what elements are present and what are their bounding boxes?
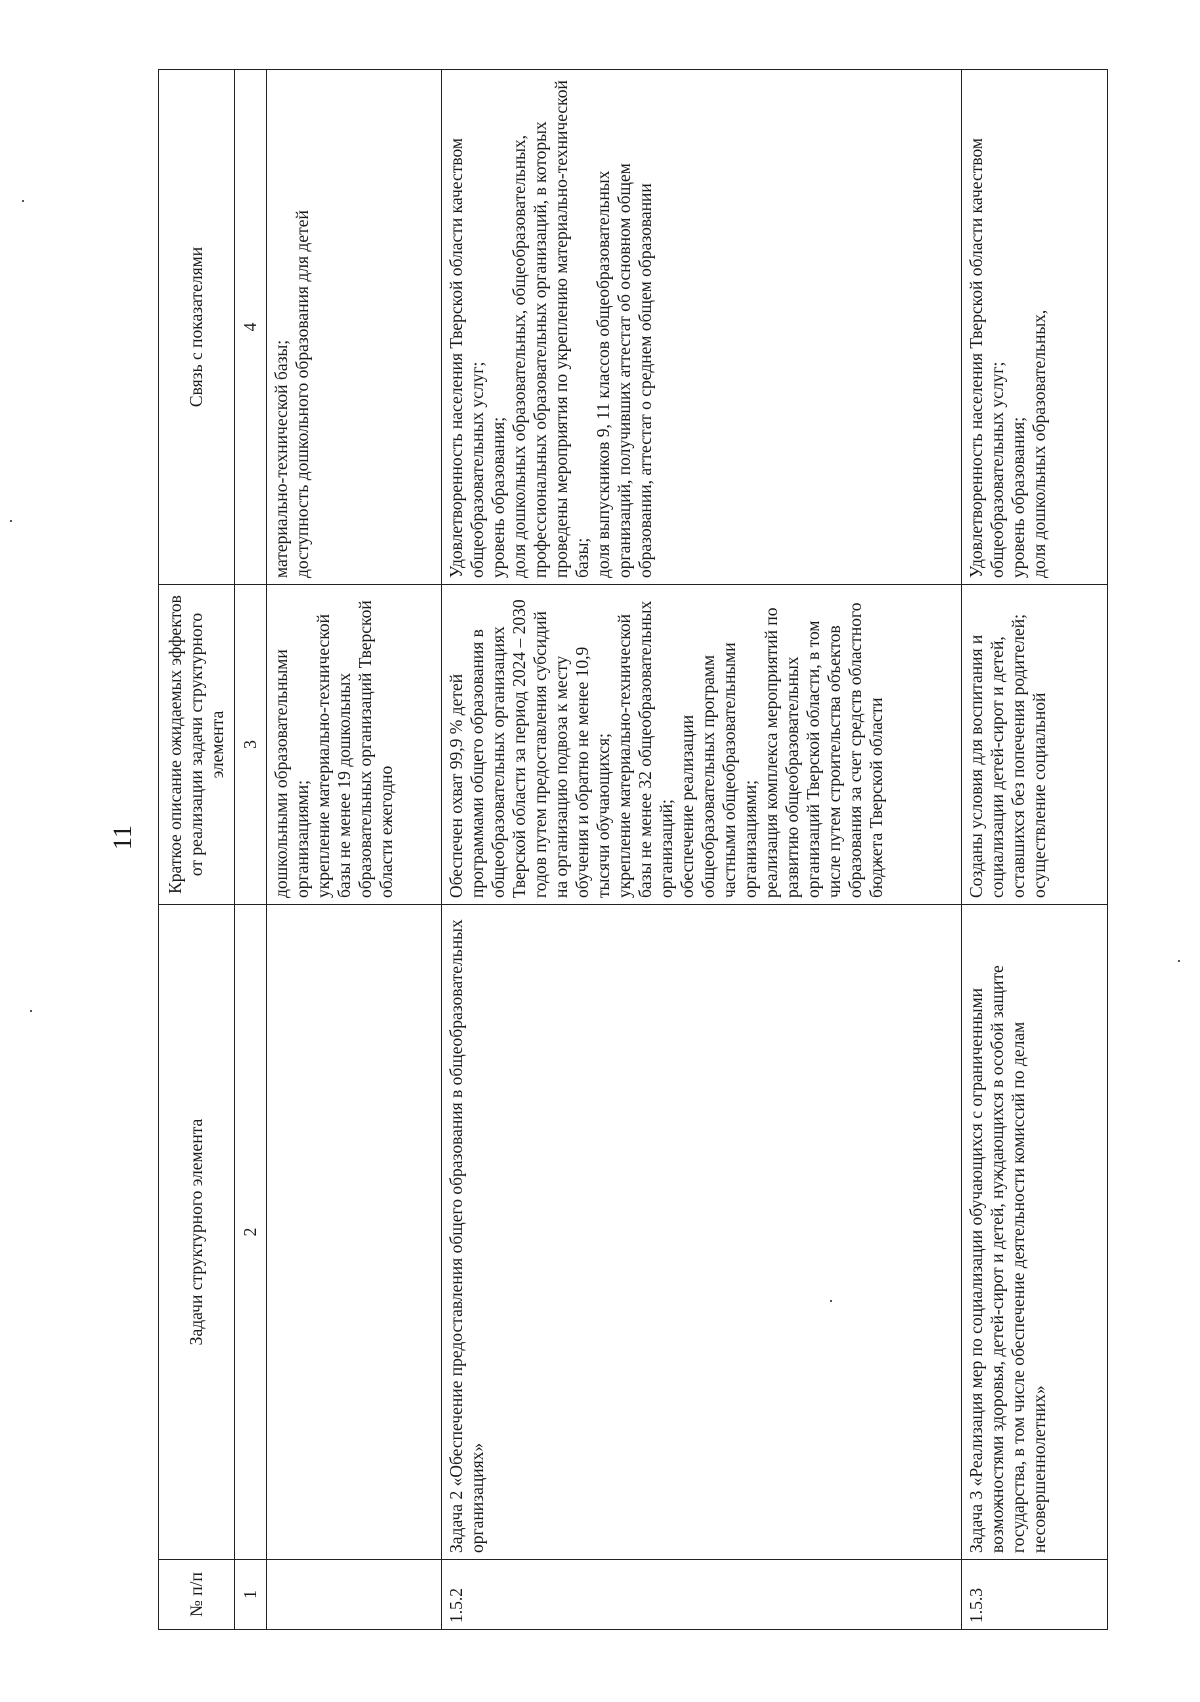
- rotated-table-container: [158, 70, 1108, 1630]
- scan-speck: [22, 200, 24, 202]
- structural-element-table: [158, 69, 1108, 1630]
- row-number: 1.5.3: [962, 1560, 1108, 1630]
- row-effects: Обеспечен охват 99,9 % детей программами общего образования в общеобразовательных организациях Тверской области за период 2024 – 2030 годов путем предоставления субсидий на организацию подвоза к месту обучения и обратно не менее 10,9 тысячи обучающихся; укрепление материально-технической базы не менее 32 общеобразовательных организаций; обеспечение реализации общеобразовательных программ частными общеобразовательными организациями; реализация комплекса мероприятий по развитию общеобразовательных организаций Тверской области, в том числе путем строительства объектов образования за счет средств областного бюджета Тверской области: [442, 585, 962, 905]
- column-number-4: 4: [235, 70, 267, 585]
- table-row: [962, 70, 1108, 1630]
- row-indicators: материально-технической базы; доступность дошкольного образования для детей: [267, 70, 442, 585]
- row-indicators: Удовлетворенность населения Тверской области качеством общеобразовательных услуг; уровень образования; доля дошкольных образовательных, общеобразовательных, профессиональных образовательных организаций, в которых проведены мероприятия по укреплению материально-технической базы; доля выпускников 9, 11 классов общеобразовательных организаций, получивших аттестат об основном общем образовании, аттестат о среднем общем образовании: [442, 70, 962, 585]
- row-indicators: Удовлетворенность населения Тверской области качеством общеобразовательных услуг; уровень образования; доля дошкольных образовательных,: [962, 70, 1108, 585]
- row-effects: дошкольными образовательными организациями; укрепление материально-технической базы не менее 19 дошкольных образовательных организаций Тверской области ежегодно: [267, 585, 442, 905]
- table-row: [267, 70, 442, 1630]
- column-number-2: 2: [235, 905, 267, 1560]
- scan-speck: [830, 1300, 832, 1302]
- header-tasks: Задачи структурного элемента: [159, 905, 235, 1560]
- row-number: [267, 1560, 442, 1630]
- row-task: Задача 3 «Реализация мер по социализации обучающихся с ограниченными возможностями здоровья, детей-сирот и детей, нуждающихся в особой защите государства, в том числе обеспечение деятельности комиссий по делам несовершеннолетних»: [962, 905, 1108, 1560]
- table-row: [442, 70, 962, 1630]
- row-number: 1.5.2: [442, 1560, 962, 1630]
- column-number-1: 1: [235, 1560, 267, 1630]
- column-number-row: [235, 70, 267, 1630]
- scan-speck: [10, 520, 12, 522]
- table-header-row: [159, 70, 235, 1630]
- page-number: 11: [108, 824, 137, 850]
- row-effects: Созданы условия для воспитания и социализации детей-сирот и детей, оставшихся без попечения родителей; осуществление социальной: [962, 585, 1108, 905]
- header-indicators: Связь с показателями: [159, 70, 235, 585]
- header-effects: Краткое описание ожидаемых эффектов от реализации задачи структурного элемента: [159, 585, 235, 905]
- column-number-3: 3: [235, 585, 267, 905]
- row-task: Задача 2 «Обеспечение предоставления общего образования в общеобразовательных организациях»: [442, 905, 962, 1560]
- scan-speck: [30, 1010, 32, 1012]
- scan-speck: [1178, 960, 1180, 962]
- header-number: № п/п: [159, 1560, 235, 1630]
- row-task: [267, 905, 442, 1560]
